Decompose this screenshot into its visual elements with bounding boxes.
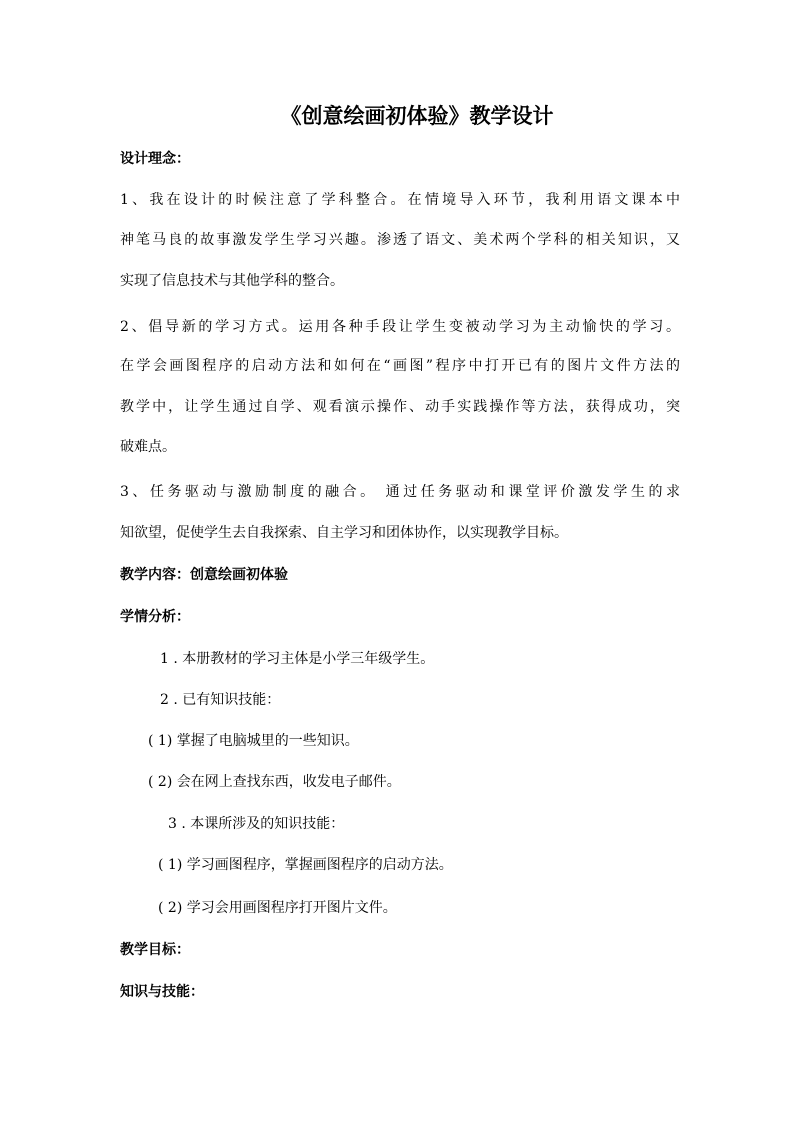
list-item: 2 . 已有知识技能：	[160, 692, 281, 708]
paragraph-line: 在学会画图程序的启动方法和如何在“画图”程序中打开已有的图片文件方法的	[120, 358, 680, 374]
paragraph-line: 破难点。	[120, 439, 176, 455]
list-item: ( 1) 学习画图程序，掌握画图程序的启动方法。	[158, 857, 453, 873]
paragraph-line: 实现了信息技术与其他学科的整合。	[120, 273, 344, 289]
paragraph-line: 知欲望，促使学生去自我探索、自主学习和团体协作，以实现教学目标。	[120, 525, 568, 541]
paragraph-line: 2、倡导新的学习方式。运用各种手段让学生变被动学习为主动愉快的学习。	[120, 319, 680, 335]
list-item: ( 1) 掌握了电脑城里的一些知识。	[148, 733, 359, 749]
document-title: 《创意绘画初体验》教学设计	[280, 103, 554, 128]
list-item: ( 2) 会在网上查找东西，收发电子邮件。	[148, 774, 401, 790]
knowledge-skills-heading: 知识与技能：	[120, 984, 204, 1000]
design-concept-heading: 设计理念：	[120, 151, 190, 167]
teaching-goals-heading: 教学目标：	[120, 942, 190, 958]
list-item: 1 . 本册教材的学习主体是小学三年级学生。	[160, 651, 435, 667]
paragraph-line: 3、任务驱动与激励制度的融合。 通过任务驱动和课堂评价激发学生的求	[120, 484, 680, 500]
paragraph-line: 1、我在设计的时候注意了学科整合。在情境导入环节，我利用语文课本中	[120, 192, 680, 208]
list-item: ( 2) 学习会用画图程序打开图片文件。	[158, 900, 397, 916]
learning-analysis-heading: 学情分析：	[120, 609, 190, 625]
paragraph-line: 教学中，让学生通过自学、观看演示操作、动手实践操作等方法，获得成功，突	[120, 399, 680, 415]
list-item: 3 . 本课所涉及的知识技能：	[168, 816, 345, 832]
paragraph-line: 神笔马良的故事激发学生学习兴趣。渗透了语文、美术两个学科的相关知识，又	[120, 232, 680, 248]
teaching-content-heading: 教学内容：创意绘画初体验	[120, 567, 288, 583]
